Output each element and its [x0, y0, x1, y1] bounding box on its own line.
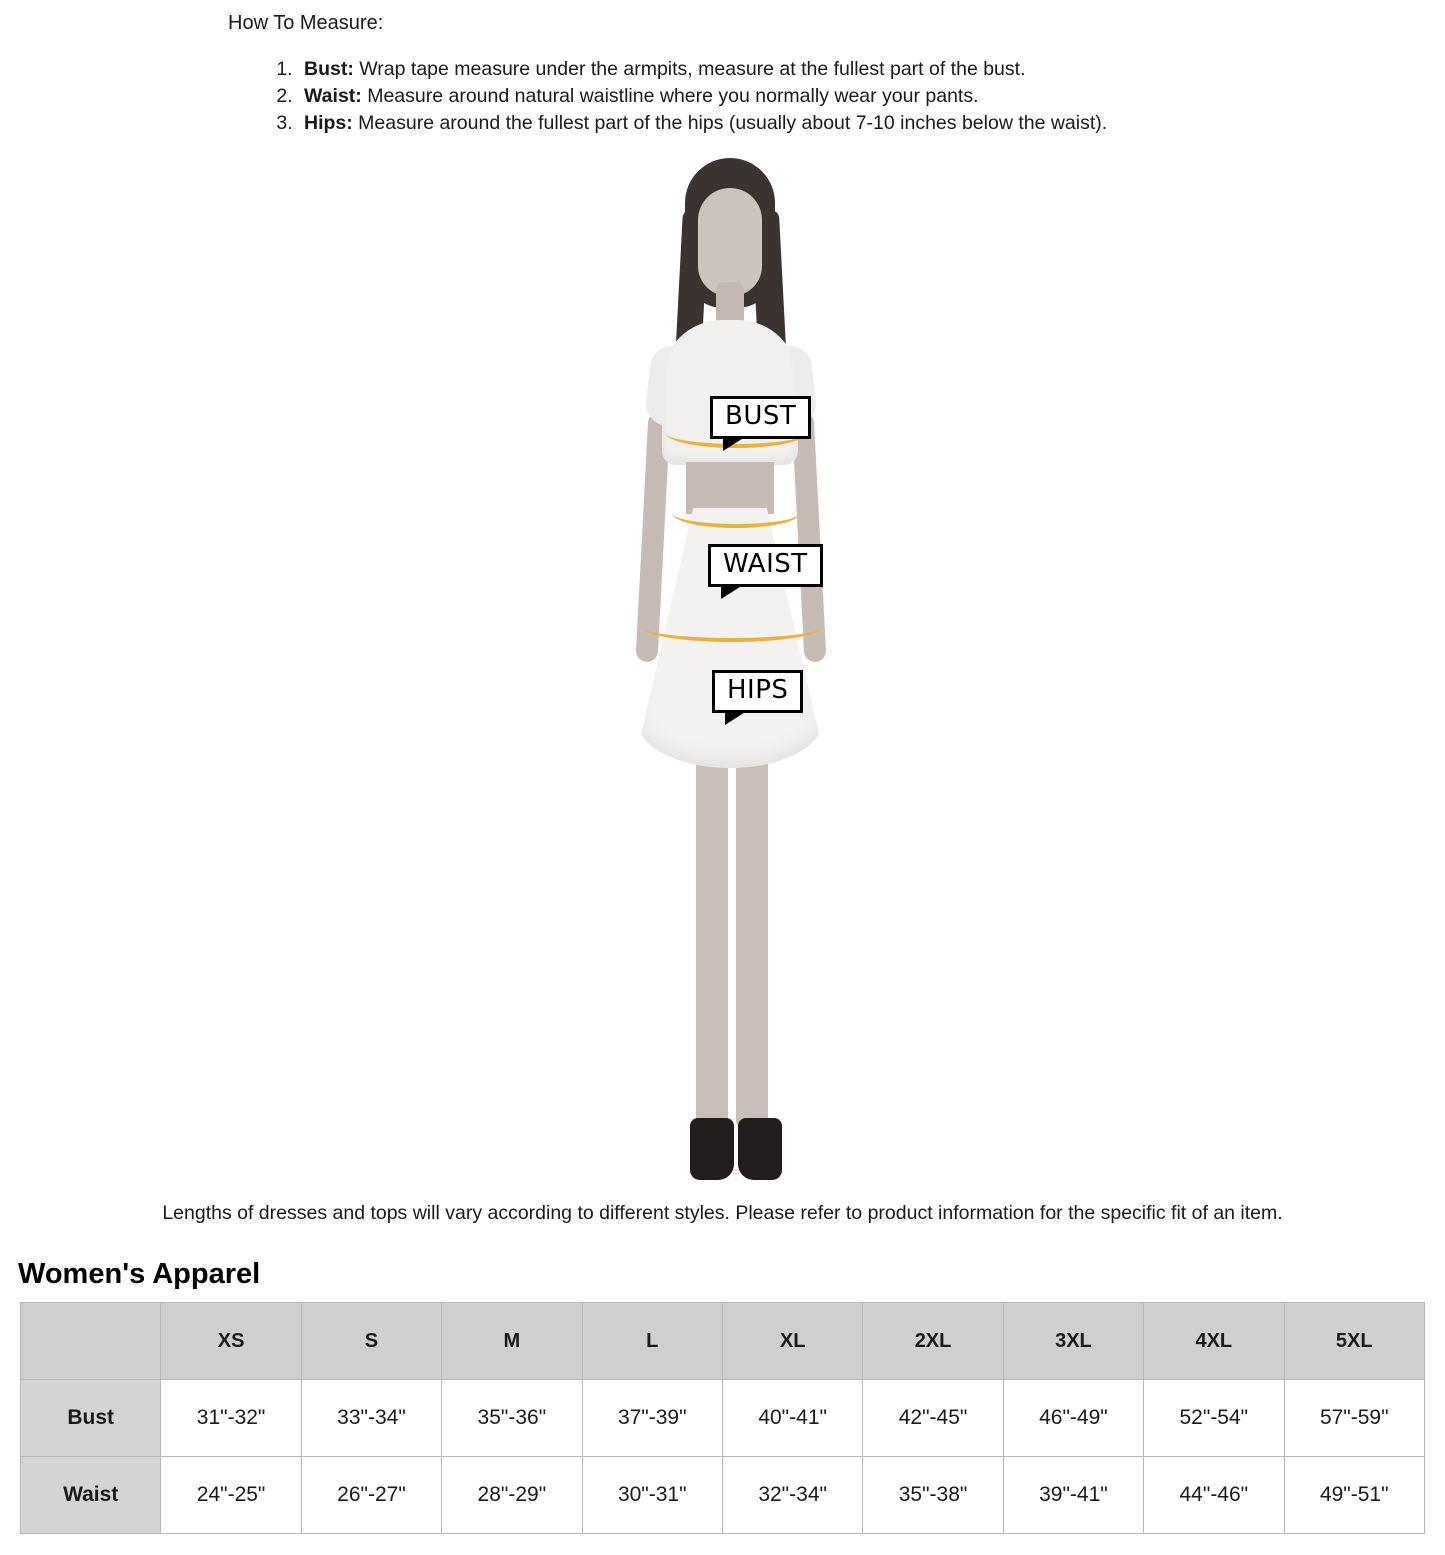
- left-leg-shape: [696, 750, 728, 1130]
- measure-term: Hips:: [304, 112, 353, 134]
- cell-waist-5xl: 49"-51": [1284, 1457, 1424, 1534]
- list-item: [298, 110, 1107, 137]
- left-shoe-shape: [690, 1118, 734, 1180]
- column-header-4xl: 4XL: [1144, 1303, 1284, 1380]
- cell-bust-3xl: 46"-49": [1003, 1380, 1143, 1457]
- callout-pointer-icon: [723, 437, 745, 451]
- table-row: [21, 1380, 1425, 1457]
- hips-tape-line: [642, 612, 822, 642]
- size-chart-table: [20, 1302, 1425, 1534]
- callout-pointer-icon: [721, 585, 743, 599]
- table-header-row: [21, 1303, 1425, 1380]
- bust-callout-label: [710, 396, 811, 439]
- cell-bust-2xl: 42"-45": [863, 1380, 1003, 1457]
- cell-bust-s: 33"-34": [301, 1380, 441, 1457]
- hips-callout-text: HIPS: [727, 675, 789, 705]
- section-title-womens-apparel: Women's Apparel: [18, 1258, 261, 1290]
- cell-waist-3xl: 39"-41": [1003, 1457, 1143, 1534]
- row-header-waist: Waist: [21, 1457, 161, 1534]
- cell-bust-m: 35"-36": [442, 1380, 582, 1457]
- cell-waist-2xl: 35"-38": [863, 1457, 1003, 1534]
- cell-waist-l: 30"-31": [582, 1457, 722, 1534]
- how-to-measure-title: How To Measure:: [228, 12, 384, 34]
- waist-callout-text: WAIST: [723, 549, 808, 579]
- table-row: [21, 1457, 1425, 1534]
- measure-term: Bust:: [304, 58, 354, 80]
- how-to-measure-list: [272, 56, 1107, 137]
- list-item: [298, 56, 1107, 83]
- column-header-xl: XL: [722, 1303, 862, 1380]
- cell-waist-4xl: 44"-46": [1144, 1457, 1284, 1534]
- cell-waist-xl: 32"-34": [722, 1457, 862, 1534]
- cell-waist-s: 26"-27": [301, 1457, 441, 1534]
- column-header-2xl: 2XL: [863, 1303, 1003, 1380]
- right-shoe-shape: [738, 1118, 782, 1180]
- cell-waist-m: 28"-29": [442, 1457, 582, 1534]
- cell-bust-4xl: 52"-54": [1144, 1380, 1284, 1457]
- cell-bust-l: 37"-39": [582, 1380, 722, 1457]
- fit-disclaimer-note: Lengths of dresses and tops will vary according to different styles. Please refer to product information for the specific fit of an item.: [162, 1202, 1283, 1224]
- column-header-s: S: [301, 1303, 441, 1380]
- cell-bust-xs: 31"-32": [161, 1380, 301, 1457]
- column-header-m: M: [442, 1303, 582, 1380]
- right-leg-shape: [736, 750, 768, 1130]
- cell-bust-xl: 40"-41": [722, 1380, 862, 1457]
- measure-text: Measure around natural waistline where you normally wear your pants.: [367, 85, 979, 107]
- measure-term: Waist:: [304, 85, 362, 107]
- cell-bust-5xl: 57"-59": [1284, 1380, 1424, 1457]
- measure-text: Wrap tape measure under the armpits, measure at the fullest part of the bust.: [359, 58, 1026, 80]
- waist-tape-line: [672, 498, 800, 528]
- row-header-bust: Bust: [21, 1380, 161, 1457]
- bust-callout-text: BUST: [725, 401, 797, 431]
- column-header-5xl: 5XL: [1284, 1303, 1424, 1380]
- cell-waist-xs: 24"-25": [161, 1457, 301, 1534]
- callout-pointer-icon: [725, 711, 747, 725]
- face-shape: [698, 188, 762, 296]
- table-corner-cell: [21, 1303, 161, 1380]
- column-header-xs: XS: [161, 1303, 301, 1380]
- hips-callout-label: [712, 670, 803, 713]
- column-header-l: L: [582, 1303, 722, 1380]
- measure-text: Measure around the fullest part of the hips (usually about 7-10 inches below the waist).: [358, 112, 1108, 134]
- list-item: [298, 83, 1107, 110]
- model-figure-diagram: [590, 150, 870, 1195]
- column-header-3xl: 3XL: [1003, 1303, 1143, 1380]
- waist-callout-label: [708, 544, 823, 587]
